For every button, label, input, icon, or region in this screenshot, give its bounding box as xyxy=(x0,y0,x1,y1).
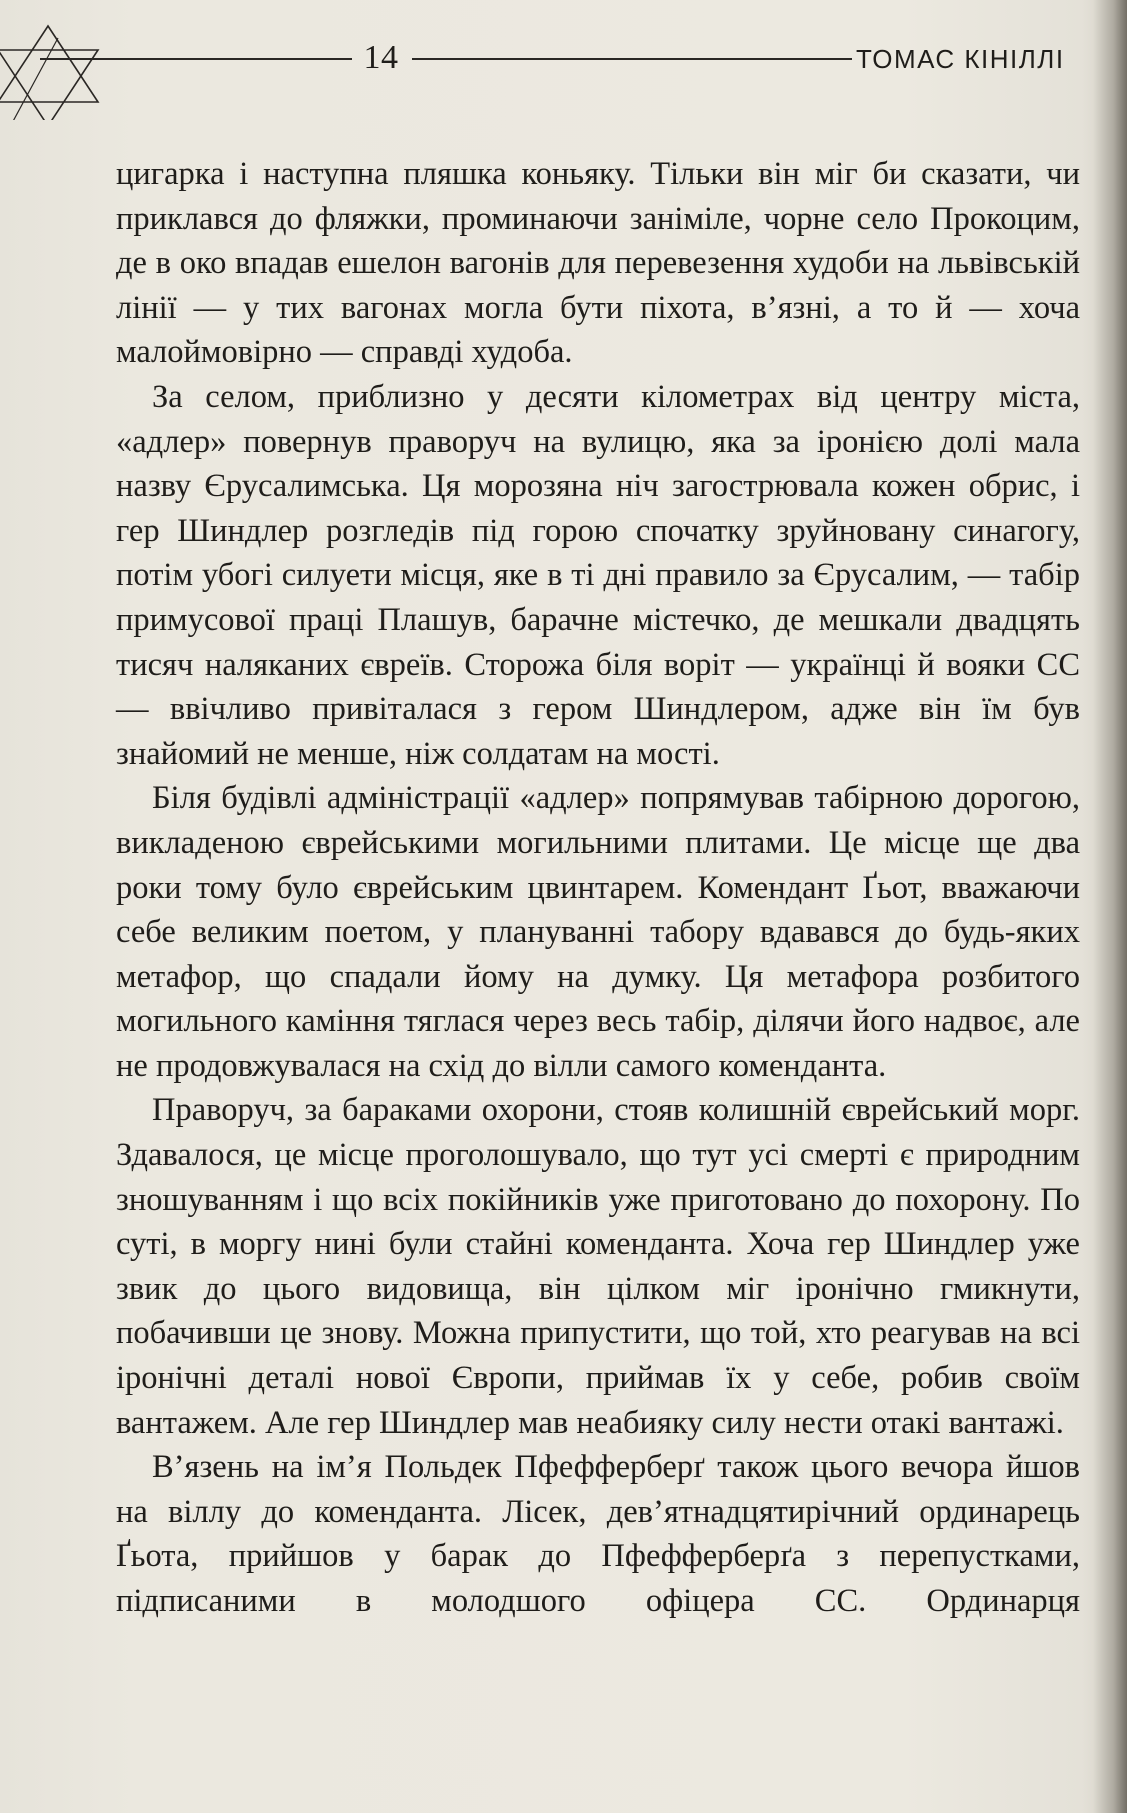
paragraph: В’язень на ім’я Польдек Пфефферберґ також цього вечора йшов на віллу до коменданта. Лісек, дев’ятнадцятирічний ординарець Ґьота, прийшов у барак до Пфефферберґа з перепустками, підписаними в молодшого офіцера СС. Ординарця xyxy=(116,1449,1080,1619)
page-header xyxy=(0,20,1127,100)
page-number: 14 xyxy=(363,39,399,76)
star-of-david-icon xyxy=(0,20,130,120)
paragraph: Праворуч, за бараками охорони, стояв колишній єврейський морг. Здавалося, це місце проголошувало, що тут усі смерті є природним зношуванням і що всіх покійників уже приготовано до похорону. По суті, в моргу нині були стайні коменданта. Хоча гер Шиндлер уже звик до цього видовища, він цілком міг іронічно гмикнути, побачивши це знову. Можна припустити, що той, хто реагував на всі іронічні деталі нової Європи, приймав їх у себе, робив своїм вантажем. Але гер Шиндлер мав неабияку силу нести отакі вантажі. xyxy=(116,1092,1080,1441)
spine-shadow xyxy=(1093,0,1127,1813)
header-rule-left xyxy=(40,58,352,60)
header-rule-right xyxy=(412,58,852,60)
paragraph: Біля будівлі адміністрації «адлер» попрямував табірною дорогою, викладеною єврейськими могильними плитами. Це місце ще два роки тому було єврейським цвинтарем. Комендант Ґьот, вважаючи себе великим поетом, у плануванні табору вдавався до будь-яких метафор, що спадали йому на думку. Ця метафора розбитого могильного каміння тяглася через весь табір, ділячи його надвоє, але не продовжувалася на схід до вілли самого коменданта. xyxy=(116,780,1080,1084)
paragraph-continuation: цигарка і наступна пляшка коньяку. Тільки він міг би сказати, чи приклався до фляжки, проминаючи заніміле, чорне село Прокоцим, де в око впадав ешелон вагонів для перевезення худоби на львівській лінії — у тих вагонах могла бути піхота, в’язні, а то й — хоча малоймовірно — справді худоба. xyxy=(116,156,1080,371)
running-head: ТОМАС КІНІЛЛІ xyxy=(856,44,1065,74)
body-text xyxy=(116,152,1080,1624)
paragraph: За селом, приблизно у десяти кілометрах від центру міста, «адлер» повернув праворуч на вулицю, яка за іронією долі мала назву Єрусалимська. Ця морозяна ніч загострювала кожен обрис, і гер Шиндлер розгледів під горою спочатку зруйновану синагогу, потім убогі силуети місця, яке в ті дні правило за Єрусалим, — табір примусової праці Плашув, барачне містечко, де мешкали двадцять тисяч наляканих євреїв. Сторожа біля воріт — українці й вояки СС — ввічливо привіталася з гером Шиндлером, адже він їм був знайомий не менше, ніж солдатам на мості. xyxy=(116,378,1080,772)
